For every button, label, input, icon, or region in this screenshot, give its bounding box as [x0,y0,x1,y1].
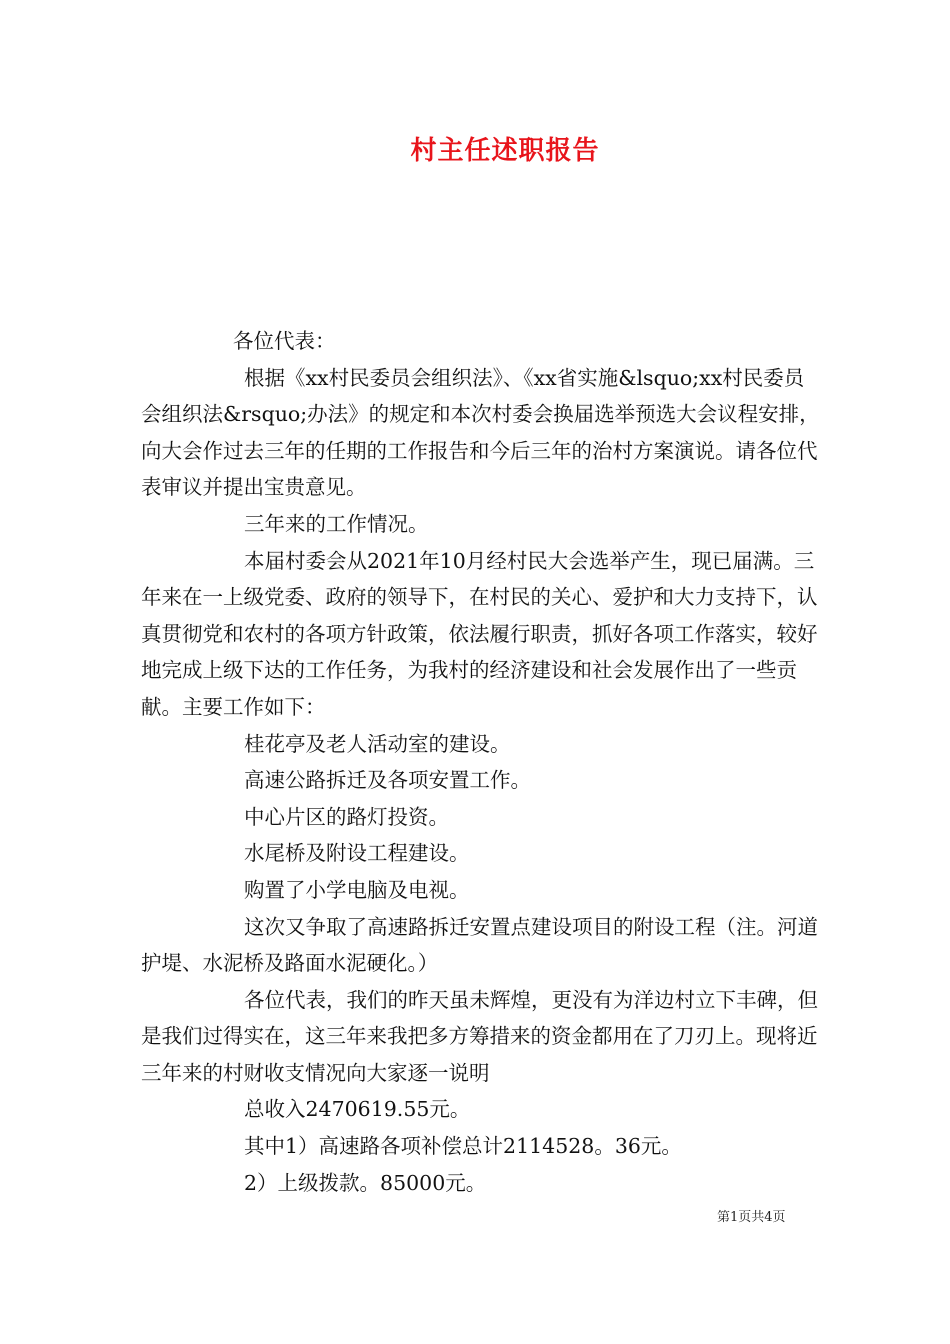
paragraph-summary: 本届村委会从2021年10月经村民大会选举产生，现已届满。三年来在一上级党委、政府的领导下，在村民的关心、爱护和大力支持下，认真贯彻党和农村的各项方针政策，依法履行职责，抓好各项工作落实，较好地完成上级下达的工作任务，为我村的经济建设和社会发展作出了一些贡献。主要工作如下： [141,548,818,719]
paragraph-finance-intro: 各位代表，我们的昨天虽未辉煌，更没有为洋边村立下丰碑，但是我们过得实在，这三年来我把多方筹措来的资金都用在了刀刃上。现将近三年来的村财收支情况向大家逐一说明 [141,987,818,1085]
work-item: 购置了小学电脑及电视。 [244,877,470,902]
paragraph-intro: 根据《xx村民委员会组织法》、《xx省实施&lsquo;xx村民委员会组织法&rsquo;办法》的规定和本次村委会换届选举预选大会议程安排，向大会作过去三年的任期的工作报告和今后三年的治村方案演说。请各位代表审议并提出宝贵意见。 [141,365,820,500]
work-item: 高速公路拆迁及各项安置工作。 [244,768,531,793]
work-item: 中心片区的路灯投资。 [244,804,449,829]
document-body [141,323,821,1201]
page-number: 第1页共4页 [717,1210,786,1225]
finance-line: 其中1）高速路各项补偿总计2114528。36元。 [244,1134,682,1159]
salutation: 各位代表： [233,329,336,353]
section-heading: 三年来的工作情况。 [244,511,429,536]
paragraph-extra-project: 这次又争取了高速路拆迁安置点建设项目的附设工程（注。河道护堤、水泥桥及路面水泥硬化。） [141,914,818,976]
finance-line: 2）上级拨款。85000元。 [244,1170,487,1195]
page-title: 村主任述职报告 [410,136,600,166]
finance-line: 总收入2470619.55元。 [244,1097,471,1122]
work-item: 桂花亭及老人活动室的建设。 [244,731,511,756]
work-item: 水尾桥及附设工程建设。 [244,841,470,866]
